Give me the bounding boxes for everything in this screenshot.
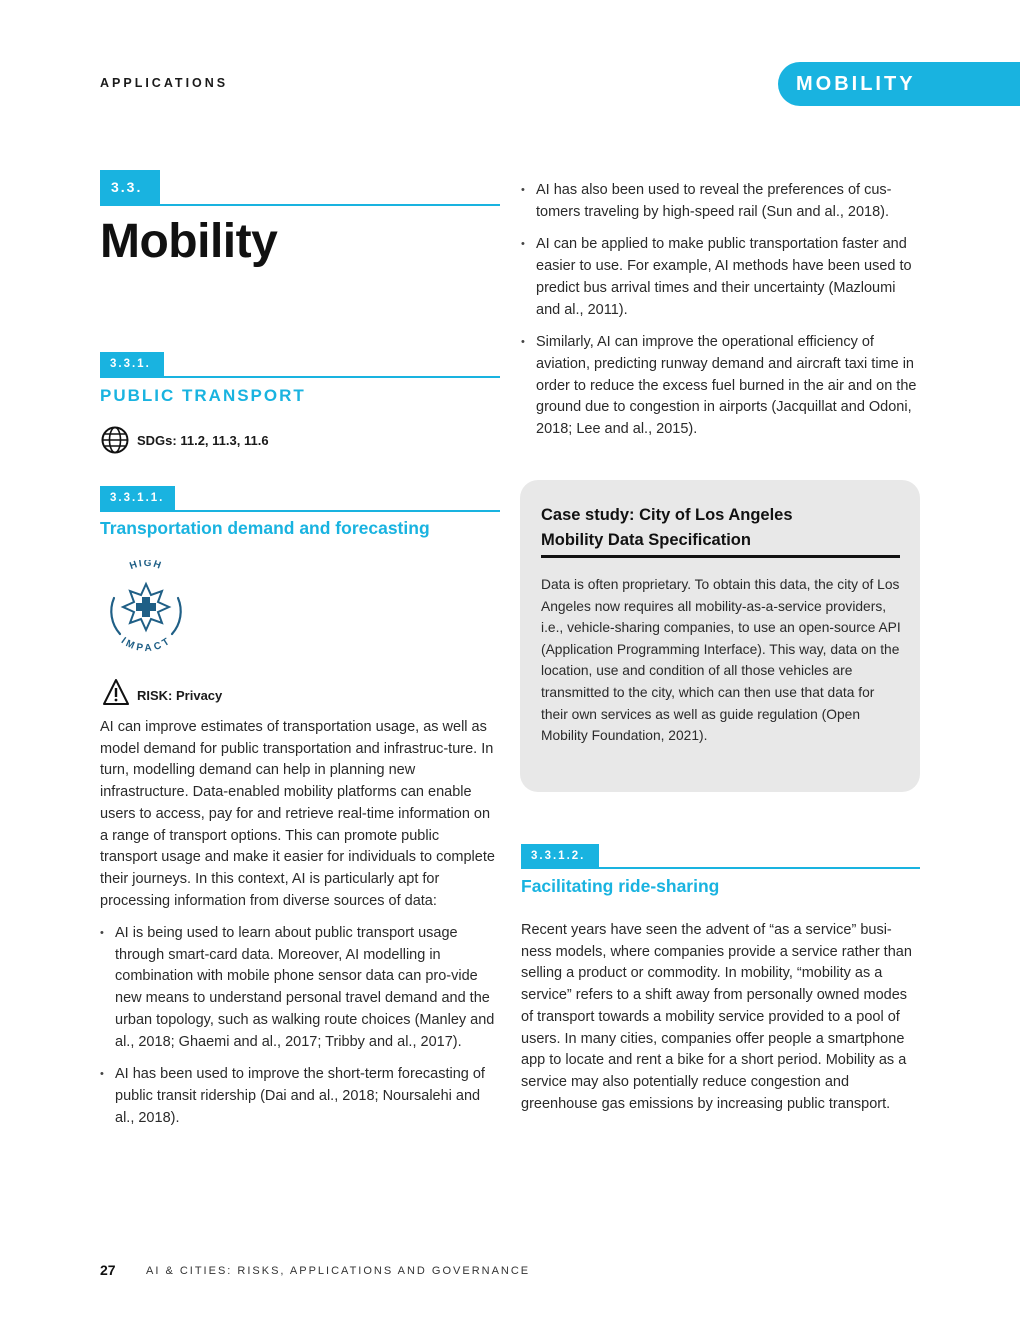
risk-label: RISK: Privacy xyxy=(137,688,223,703)
subsubsection-2-title: Facilitating ride-sharing xyxy=(521,876,720,896)
list-item: • AI has also been used to reveal the preferences of cus-tomers traveling by high-speed rail (Sun and al., 2018). xyxy=(521,180,920,223)
case-study-title-line1: Case study: City of Los Angeles xyxy=(541,506,793,524)
section-tab-mobility: MOBILITY xyxy=(778,62,1020,106)
page-title: Mobility xyxy=(100,215,278,268)
subsubsection-2-number-badge: 3.3.1.2. xyxy=(521,844,599,869)
subsection-title: PUBLIC TRANSPORT xyxy=(100,386,306,405)
list-item: • AI has been used to improve the short-term forecasting of public transit ridership (Dai and al., 2018; Noursalehi and al., 2018). xyxy=(100,1064,500,1129)
subsection-divider xyxy=(100,376,500,378)
impact-bottom-label: IMPACT xyxy=(118,635,173,655)
left-bullet-list xyxy=(100,923,500,1140)
list-item: • AI can be applied to make public transportation faster and easier to use. For example, AI methods have been used to predict bus arrival times and their uncertainty (Mazloumi and al., 2011). xyxy=(521,234,920,321)
impact-top-label: HIGH xyxy=(128,560,164,573)
subsubsection-2-divider xyxy=(521,867,920,869)
case-study-text: Data is often proprietary. To obtain this data, the city of Los Angeles now requires all mobility-as-a-service providers, i.e., vehicle-sharing companies, to use an open-source API (Application Programming Interface). This way, data on the location, use and condition of all those vehicles are transmitted to the city, which can then use that data for their own services as well as guide regulation (Open Mobility Foundation, 2021). xyxy=(541,577,901,744)
sdgs-label: SDGs: 11.2, 11.3, 11.6 xyxy=(137,433,269,448)
footer-title: AI & CITIES: RISKS, APPLICATIONS AND GOVERNANCE xyxy=(146,1265,531,1277)
list-item: • AI is being used to learn about public transport usage through smart-card data. Moreover, AI modelling in combination with mobile phone sensor data can pro-vide new means to understand personal travel demand and the urban topology, such as walking route choices (Manley and al., 2018; Ghaemi and al., 2017; Tribby and al., 2017). xyxy=(100,923,500,1053)
section-divider xyxy=(100,204,500,206)
subsubsection-title: Transportation demand and forecasting xyxy=(100,518,430,538)
ride-sharing-paragraph: Recent years have seen the advent of “as a service” busi-ness models, where companies provide a service rather than selling a product or commodity. In mobility, “mobility as a service” refers to a shift away from personally owned modes of transport towards a mobility service provided to a pool of users. In many cities, companies offer people a smartphone app to locate and rent a bike for a short period. Mobility as a service may also potentially reduce congestion and greenhouse gas emissions by increasing public transport. xyxy=(521,922,912,1112)
subsection-number-badge: 3.3.1. xyxy=(100,352,164,377)
subsubsection-number-badge: 3.3.1.1. xyxy=(100,486,175,511)
section-number-badge: 3.3. xyxy=(100,170,160,204)
subsubsection-divider xyxy=(100,510,500,512)
high-impact-icon xyxy=(98,560,194,658)
header-label: APPLICATIONS xyxy=(100,76,229,90)
case-study-rule xyxy=(541,555,900,558)
right-bullet-list xyxy=(521,180,920,452)
globe-icon xyxy=(101,426,129,454)
case-study-title-line2: Mobility Data Specification xyxy=(541,531,751,549)
warning-shield-icon xyxy=(101,678,131,708)
list-item: • Similarly, AI can improve the operational efficiency of aviation, predicting runway demand and aircraft taxi time in order to reduce the excess fuel burned in the air and on the ground due to congestion in airports (Jacquillat and Odoni, 2018; Lee and al., 2015). xyxy=(521,332,920,441)
page-number: 27 xyxy=(100,1262,116,1278)
case-study-title xyxy=(541,503,901,553)
transport-demand-paragraph: AI can improve estimates of transportation usage, as well as model demand for public transportation and infrastruc-ture. In turn, modelling demand can help in planning new infrastructure. Data-enabled mobility platforms can enable users to access, pay for and retrieve real-time information on a range of transport options. This can promote public transport usage and make it easier for individuals to complete their journeys. In this context, AI is particularly apt for processing information from diverse sources of data: xyxy=(100,719,495,909)
